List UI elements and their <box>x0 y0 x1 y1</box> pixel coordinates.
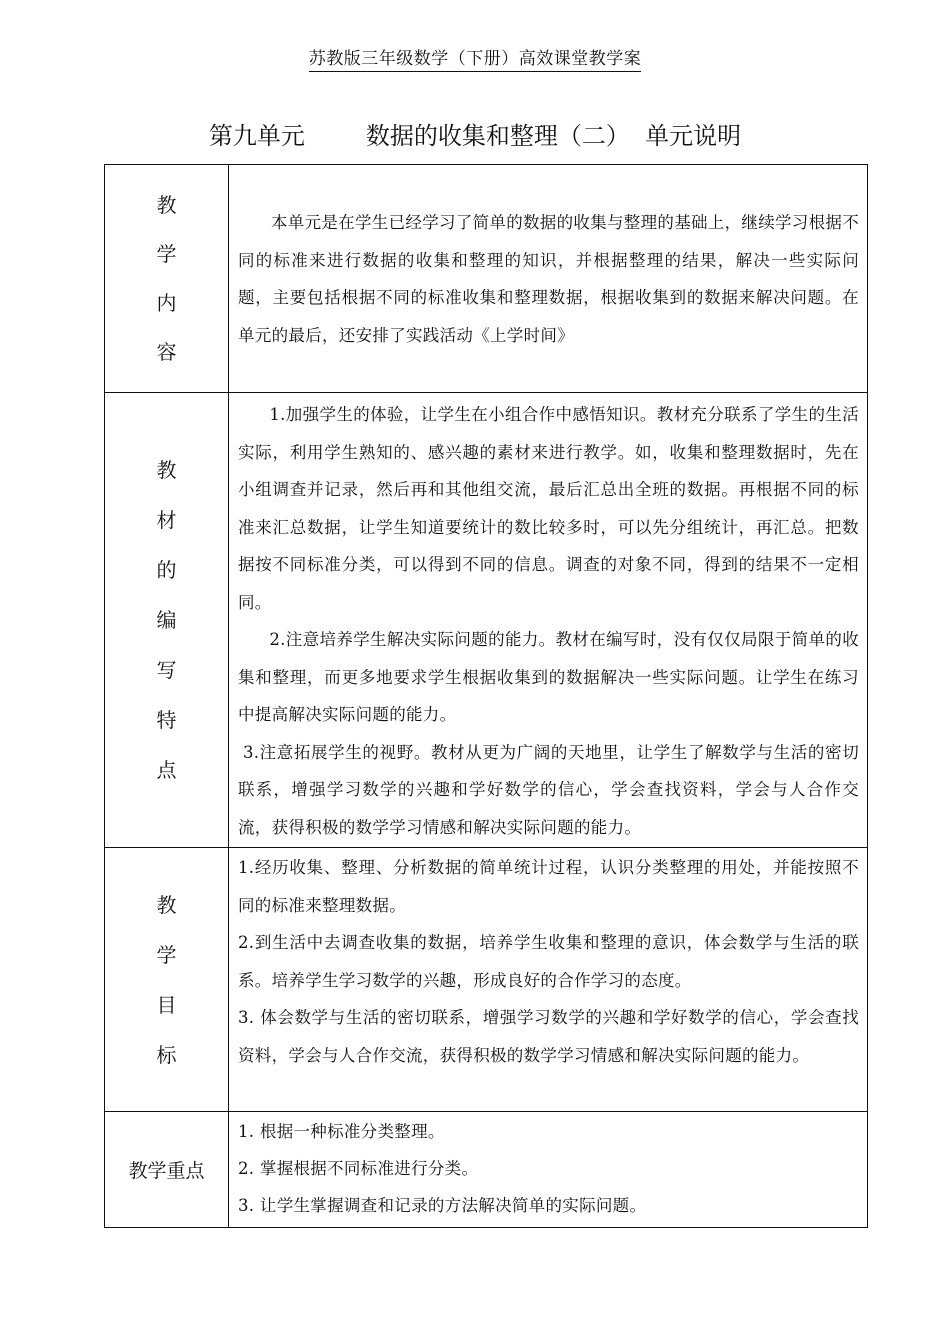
unit-plan-table <box>104 164 868 1228</box>
table-row-teaching-content <box>105 165 868 393</box>
content-paragraph: 3.注意拓展学生的视野。教材从更为广阔的天地里，让学生了解数学与生活的密切联系，增强学习数学的兴趣和学好数学的信心，学会查找资料，学会与人合作交流，获得积极的数学学习情感和解决实际问题的能力。 <box>238 742 859 837</box>
table-row-teaching-goals <box>105 848 868 1112</box>
row-content-cell <box>229 165 868 393</box>
content-paragraph: 2.到生活中去调查收集的数据，培养学生收集和整理的意识，体会数学与生活的联系。培养学生学习数学的兴趣，形成良好的合作学习的态度。 <box>238 933 859 990</box>
running-header-text: 苏教版三年级数学（下册）高效课堂教学案 <box>309 49 642 72</box>
row-label-cell <box>105 848 229 1112</box>
row-content <box>229 393 867 847</box>
content-paragraph: 本单元是在学生已经学习了简单的数据的收集与整理的基础上，继续学习根据不同的标准来进行数据的收集和整理的知识，并根据整理的结果，解决一些实际问题，主要包括根据不同的标准收集和整理数据，根据收集到的数据来解决问题。在单元的最后，还安排了实践活动《上学时间》 <box>238 213 859 345</box>
row-content <box>229 165 867 392</box>
row-content <box>229 1112 867 1227</box>
running-header <box>0 44 950 69</box>
row-label: 教学重点 <box>128 1160 205 1182</box>
row-label: 教学目标 <box>156 892 177 1067</box>
content-paragraph: 1.加强学生的体验，让学生在小组合作中感悟知识。教材充分联系了学生的生活实际，利用学生熟知的、感兴趣的素材来进行教学。如，收集和整理数据时，先在小组调查并记录，然后再和其他组交流，最后汇总出全班的数据。再根据不同的标准来汇总数据，让学生知道要统计的数比较多时，可以先分组统计，再汇总。把数据按不同标准分类，可以得到不同的信息。调查的对象不同，得到的结果不一定相同。 <box>238 405 859 612</box>
content-paragraph: 3. 体会数学与生活的密切联系，增强学习数学的兴趣和学好数学的信心，学会查找资料，学会与人合作交流，获得积极的数学学习情感和解决实际问题的能力。 <box>238 1008 859 1065</box>
row-label-cell <box>105 393 229 848</box>
content-paragraph: 3. 让学生掌握调查和记录的方法解决简单的实际问题。 <box>238 1196 647 1215</box>
row-label: 教材的编写特点 <box>156 458 177 782</box>
row-label: 教学内容 <box>156 192 177 364</box>
content-paragraph: 1. 根据一种标准分类整理。 <box>238 1122 445 1141</box>
content-paragraph: 2.注意培养学生解决实际问题的能力。教材在编写时，没有仅仅局限于简单的收集和整理，而更多地要求学生根据收集到的数据解决一些实际问题。让学生在练习中提高解决实际问题的能力。 <box>238 630 859 724</box>
content-paragraph: 2. 掌握根据不同标准进行分类。 <box>238 1159 479 1178</box>
content-paragraph: 1.经历收集、整理、分析数据的简单统计过程，认识分类整理的用处，并能按照不同的标准来整理数据。 <box>238 858 859 915</box>
row-label-cell <box>105 1112 229 1228</box>
row-content-cell <box>229 848 868 1112</box>
table-row-key-points <box>105 1112 868 1228</box>
row-content-cell <box>229 1112 868 1228</box>
row-content-cell <box>229 393 868 848</box>
row-content <box>229 848 867 1079</box>
table-row-textbook-features <box>105 393 868 848</box>
page-title: 第九单元 数据的收集和整理（二） 单元说明 <box>208 122 742 150</box>
row-label-cell <box>105 165 229 393</box>
